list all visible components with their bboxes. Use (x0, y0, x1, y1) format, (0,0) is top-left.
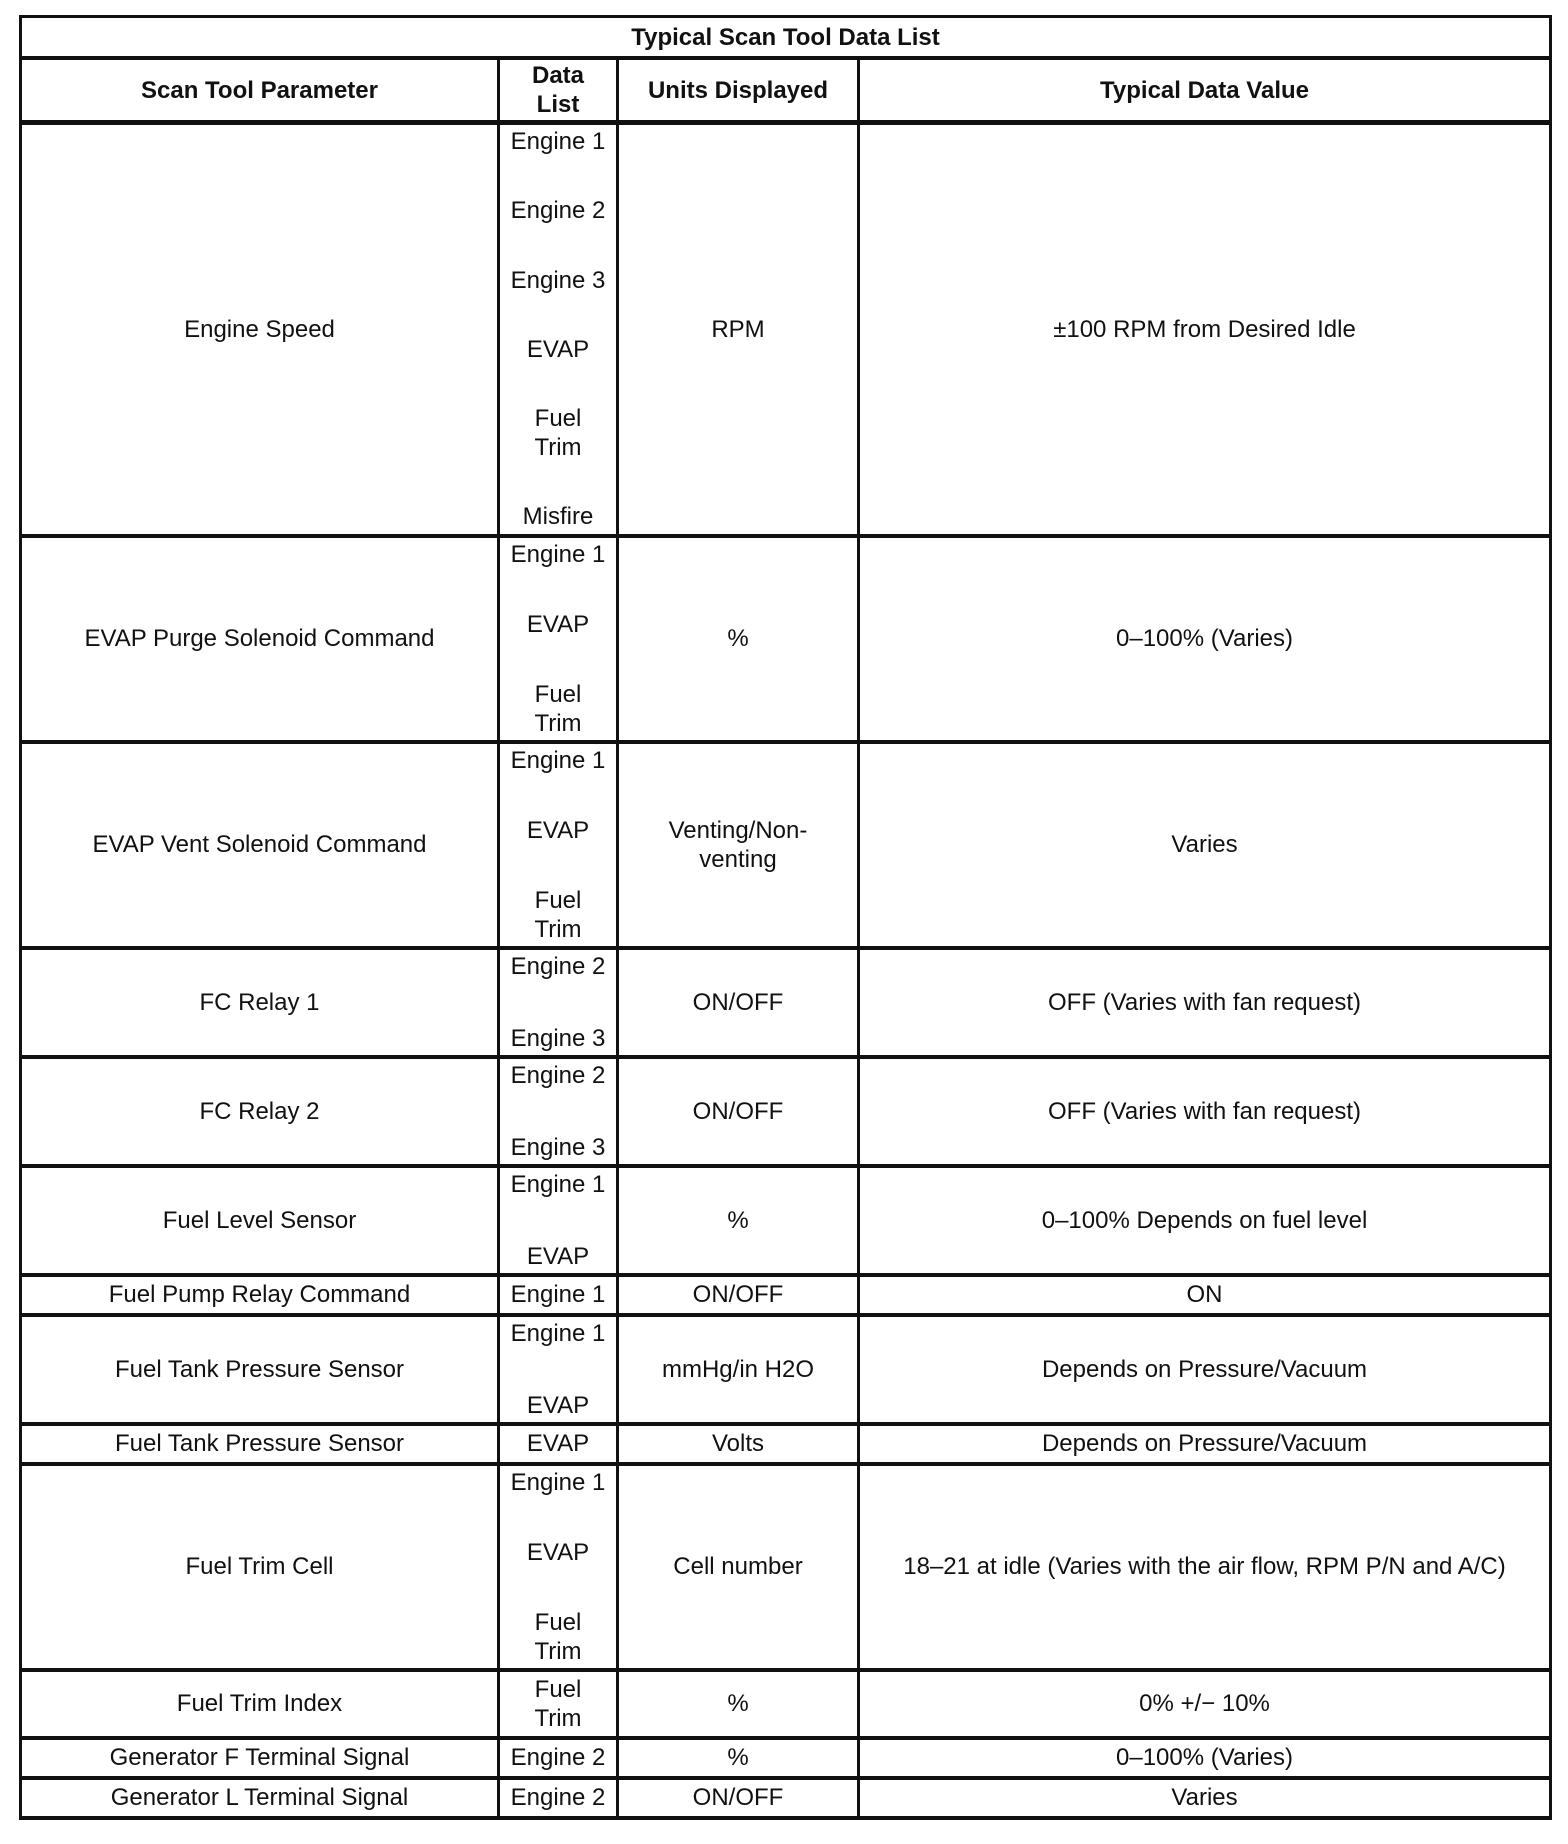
cell-units: RPM (618, 123, 859, 536)
cell-units: Volts (618, 1424, 859, 1464)
cell-data-list (499, 742, 618, 948)
data-list-stack (500, 1426, 616, 1462)
column-header-data-list: Data List (499, 58, 618, 123)
cell-units: mmHg/in H2O (618, 1315, 859, 1424)
table-body (21, 123, 1551, 1818)
data-list-item: Fuel Trim (534, 1675, 582, 1732)
data-list-item: EVAP (526, 1538, 590, 1566)
cell-units: ON/OFF (618, 948, 859, 1057)
data-list-item: EVAP (526, 1391, 590, 1419)
table-row (21, 948, 1551, 1057)
scan-tool-data-table (19, 15, 1552, 1820)
data-list-item: Engine 1 (510, 1281, 606, 1308)
cell-typical-value: 18–21 at idle (Varies with the air flow, RPM P/N and A/C) (859, 1464, 1551, 1670)
cell-typical-value: 0% +/− 10% (859, 1670, 1551, 1738)
data-list-stack (500, 1277, 616, 1313)
data-list-item: Engine 2 (510, 1784, 606, 1811)
cell-units: Venting/Non-venting (618, 742, 859, 948)
table-row (21, 1057, 1551, 1166)
table-row (21, 536, 1551, 742)
data-list-item: Engine 2 (510, 197, 606, 225)
column-header-value: Typical Data Value (859, 58, 1551, 123)
cell-data-list (499, 1464, 618, 1670)
cell-units: % (618, 1670, 859, 1738)
cell-units: % (618, 1166, 859, 1275)
document-page (19, 15, 1549, 1820)
cell-typical-value: ±100 RPM from Desired Idle (859, 123, 1551, 536)
table-row (21, 1315, 1551, 1424)
cell-units: ON/OFF (618, 1778, 859, 1818)
cell-data-list (499, 1275, 618, 1315)
data-list-item: Misfire (522, 503, 594, 531)
cell-typical-value: Depends on Pressure/Vacuum (859, 1315, 1551, 1424)
table-title-row (21, 17, 1551, 59)
data-list-item: Engine 1 (510, 128, 606, 155)
data-list-item: Engine 1 (510, 540, 606, 568)
table-title: Typical Scan Tool Data List (21, 17, 1551, 59)
cell-parameter: Fuel Pump Relay Command (21, 1275, 499, 1315)
table-row (21, 1275, 1551, 1315)
column-header-units: Units Displayed (618, 58, 859, 123)
data-list-item: EVAP (526, 335, 590, 363)
data-list-item: EVAP (526, 1242, 590, 1270)
cell-units: ON/OFF (618, 1057, 859, 1166)
cell-data-list (499, 1670, 618, 1738)
cell-units: ON/OFF (618, 1275, 859, 1315)
cell-typical-value: 0–100% (Varies) (859, 1738, 1551, 1778)
table-row (21, 1738, 1551, 1778)
table-row (21, 1778, 1551, 1818)
cell-parameter: Fuel Level Sensor (21, 1166, 499, 1275)
data-list-item: Engine 1 (510, 1468, 606, 1496)
data-list-item: Engine 3 (510, 1133, 606, 1161)
data-list-item: EVAP (526, 816, 590, 844)
cell-data-list (499, 1778, 618, 1818)
data-list-item: Fuel Trim (534, 886, 582, 943)
cell-typical-value: ON (859, 1275, 1551, 1315)
cell-parameter: Engine Speed (21, 123, 499, 536)
cell-typical-value: OFF (Varies with fan request) (859, 948, 1551, 1057)
cell-units: % (618, 1738, 859, 1778)
cell-data-list (499, 1057, 618, 1166)
cell-data-list (499, 123, 618, 536)
data-list-stack (500, 1466, 616, 1668)
cell-data-list (499, 1424, 618, 1464)
data-list-item: Engine 2 (510, 1744, 606, 1771)
table-row (21, 1670, 1551, 1738)
table-row (21, 742, 1551, 948)
data-list-stack (500, 1168, 616, 1273)
cell-data-list (499, 1166, 618, 1275)
table-row (21, 1464, 1551, 1670)
cell-parameter: Generator F Terminal Signal (21, 1738, 499, 1778)
cell-parameter: EVAP Purge Solenoid Command (21, 536, 499, 742)
cell-typical-value: 0–100% Depends on fuel level (859, 1166, 1551, 1275)
cell-typical-value: Depends on Pressure/Vacuum (859, 1424, 1551, 1464)
table-header-row (21, 58, 1551, 123)
data-list-stack (500, 1780, 616, 1816)
cell-data-list (499, 536, 618, 742)
cell-parameter: EVAP Vent Solenoid Command (21, 742, 499, 948)
cell-units: % (618, 536, 859, 742)
cell-parameter: FC Relay 1 (21, 948, 499, 1057)
data-list-stack (500, 538, 616, 740)
cell-parameter: Generator L Terminal Signal (21, 1778, 499, 1818)
data-list-stack (500, 950, 616, 1055)
cell-data-list (499, 1315, 618, 1424)
data-list-item: Fuel Trim (534, 1608, 582, 1665)
data-list-item: Engine 3 (510, 1024, 606, 1052)
data-list-stack (500, 744, 616, 946)
data-list-item: Engine 2 (510, 952, 606, 980)
data-list-stack (500, 1317, 616, 1422)
cell-typical-value: Varies (859, 1778, 1551, 1818)
cell-parameter: Fuel Trim Cell (21, 1464, 499, 1670)
data-list-stack (500, 1672, 616, 1736)
data-list-stack (500, 1740, 616, 1776)
cell-typical-value: 0–100% (Varies) (859, 536, 1551, 742)
cell-data-list (499, 948, 618, 1057)
cell-parameter: Fuel Tank Pressure Sensor (21, 1424, 499, 1464)
cell-parameter: Fuel Tank Pressure Sensor (21, 1315, 499, 1424)
data-list-item: Fuel Trim (534, 405, 582, 462)
cell-typical-value: OFF (Varies with fan request) (859, 1057, 1551, 1166)
data-list-item: Engine 2 (510, 1061, 606, 1089)
data-list-item: Fuel Trim (534, 680, 582, 737)
cell-parameter: FC Relay 2 (21, 1057, 499, 1166)
cell-typical-value: Varies (859, 742, 1551, 948)
cell-data-list (499, 1738, 618, 1778)
column-header-parameter: Scan Tool Parameter (21, 58, 499, 123)
data-list-stack (500, 1059, 616, 1164)
data-list-item: Engine 1 (510, 746, 606, 774)
table-row (21, 1166, 1551, 1275)
table-row (21, 123, 1551, 536)
cell-parameter: Fuel Trim Index (21, 1670, 499, 1738)
data-list-item: Engine 3 (510, 266, 606, 294)
table-row (21, 1424, 1551, 1464)
data-list-item: EVAP (526, 1430, 590, 1457)
data-list-item: EVAP (526, 610, 590, 638)
data-list-item: Engine 1 (510, 1170, 606, 1198)
data-list-stack (500, 125, 616, 534)
data-list-item: Engine 1 (510, 1319, 606, 1347)
cell-units: Cell number (618, 1464, 859, 1670)
